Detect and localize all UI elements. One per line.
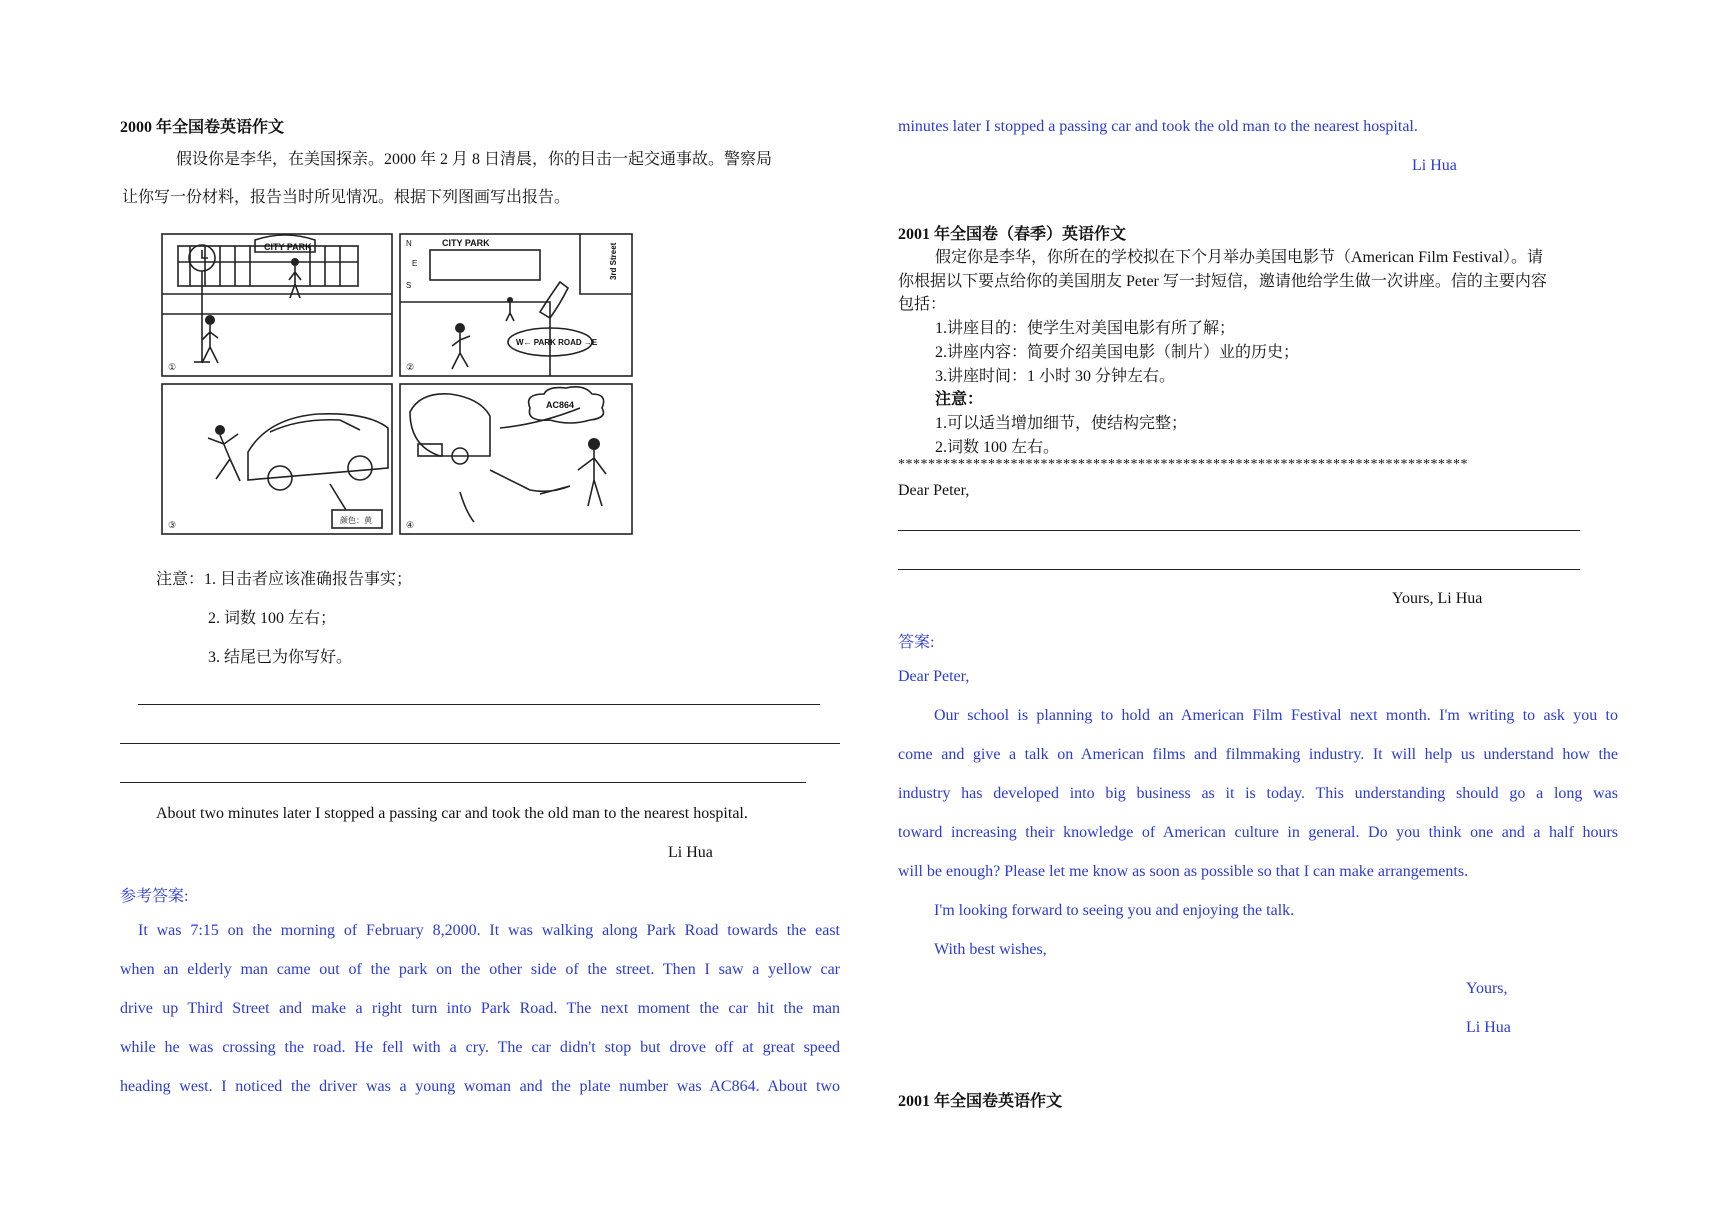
right-signature: Li Hua — [1412, 157, 1457, 174]
right-prompt-line2: 你根据以下要点给你的美国朋友 Peter 写一封短信，邀请他给学生做一次讲座。信的主要内容 — [898, 273, 1547, 290]
right-salutation: Dear Peter, — [898, 482, 970, 499]
right-point-2: 2.讲座内容：简要介绍美国电影（制片）业的历史； — [935, 344, 1300, 361]
left-signature: Li Hua — [668, 844, 713, 861]
comic-panel-3 — [162, 384, 392, 534]
writing-line-2 — [120, 743, 840, 744]
writing-line-4 — [898, 530, 1580, 531]
park-road-sign: W← PARK ROAD →E — [516, 338, 598, 347]
left-answer-line-4: while he was crossing the road. He fell with a cry. The car didn't stop but drove off at great speed — [120, 1039, 840, 1056]
city-park-sign: CITY PARK — [264, 242, 312, 252]
right-answer-line-4: toward increasing their knowledge of American culture in general. Do you think one and a half hours — [898, 824, 1618, 841]
left-prompt-line2: 让你写一份材料，报告当时所见情况。根据下列图画写出报告。 — [122, 189, 571, 206]
writing-line-3 — [120, 782, 806, 783]
right-prompt-line1: 假定你是李华，你所在的学校拟在下个月举办美国电影节（American Film Festival）。请 — [935, 249, 1543, 266]
right-answer-line-3: industry has developed into big business as it is today. This understanding should go a long was — [898, 785, 1618, 802]
right-closing: Yours, Li Hua — [1392, 590, 1483, 607]
right-answer-line-2: come and give a talk on American films and filmmaking industry. It will help us understand how the — [898, 746, 1618, 763]
right-answer-line-1: Our school is planning to hold an American Film Festival next month. I'm writing to ask you to — [934, 707, 1618, 724]
right-point-1: 1.讲座目的：使学生对美国电影有所了解； — [935, 320, 1236, 337]
left-answer-line-3: drive up Third Street and make a right turn into Park Road. The next moment the car hit the man — [120, 1000, 840, 1017]
plate-number: AC864 — [546, 400, 575, 410]
comic-panel-4 — [400, 384, 632, 534]
left-prompt-line1: 假设你是李华，在美国探亲。2000 年 2 月 8 日清晨，你的目击一起交通事故。警察局 — [176, 151, 773, 168]
right-answer-yours: Yours, — [1466, 980, 1508, 997]
right-point-3: 3.讲座时间：1 小时 30 分钟左右。 — [935, 368, 1176, 385]
right-answer-wishes: With best wishes, — [934, 941, 1047, 958]
compass-north: N — [406, 239, 412, 248]
panel-3-number: ③ — [168, 520, 177, 530]
accident-comic-illustration — [160, 232, 634, 536]
writing-line-5 — [898, 569, 1580, 570]
right-next-heading: 2001 年全国卷英语作文 — [898, 1093, 1063, 1110]
city-park-map-label: CITY PARK — [442, 238, 490, 248]
right-answer-salutation: Dear Peter, — [898, 668, 970, 685]
star-divider: **************************************************************************** — [898, 457, 1468, 472]
right-answer-name: Li Hua — [1466, 1019, 1511, 1036]
right-continuation: minutes later I stopped a passing car and took the old man to the nearest hospital. — [898, 118, 1418, 135]
comic-panel-2 — [400, 234, 632, 376]
car-color-note: 颜色：黄 — [340, 516, 372, 525]
left-note-2: 2. 词数 100 左右； — [208, 610, 337, 627]
left-ending: About two minutes later I stopped a passing car and took the old man to the nearest hospital. — [156, 805, 748, 822]
panel-1-number: ① — [168, 362, 177, 372]
right-answer-label: 答案: — [898, 634, 935, 651]
right-notice-2: 2.词数 100 左右。 — [935, 439, 1060, 456]
right-prompt-line3: 包括： — [898, 296, 947, 313]
left-answer-line-5: heading west. I noticed the driver was a young woman and the plate number was AC864. About two — [120, 1078, 840, 1095]
right-heading: 2001 年全国卷（春季）英语作文 — [898, 226, 1127, 243]
panel-2-number: ② — [406, 362, 415, 372]
right-notice-1: 1.可以适当增加细节，使结构完整； — [935, 415, 1188, 432]
left-answer-label: 参考答案: — [120, 888, 189, 905]
right-answer-forward: I'm looking forward to seeing you and enjoying the talk. — [934, 902, 1295, 919]
left-heading: 2000 年全国卷英语作文 — [120, 119, 285, 136]
street-label: 3rd Street — [609, 242, 618, 280]
writing-line-1 — [138, 704, 820, 705]
left-answer-line-1: It was 7:15 on the morning of February 8,2000. It was walking along Park Road towards the east — [138, 922, 840, 939]
left-note-1: 注意：1. 目击者应该准确报告事实； — [156, 571, 413, 588]
left-note-3: 3. 结尾已为你写好。 — [208, 649, 353, 666]
panel-4-number: ④ — [406, 520, 415, 530]
right-notice-label: 注意： — [935, 391, 984, 408]
left-answer-line-2: when an elderly man came out of the park on the other side of the street. Then I saw a yellow car — [120, 961, 840, 978]
compass-south: S — [406, 281, 412, 290]
right-answer-line-5: will be enough? Please let me know as soon as possible so that I can make arrangements. — [898, 863, 1469, 880]
compass-east: E — [412, 259, 418, 268]
